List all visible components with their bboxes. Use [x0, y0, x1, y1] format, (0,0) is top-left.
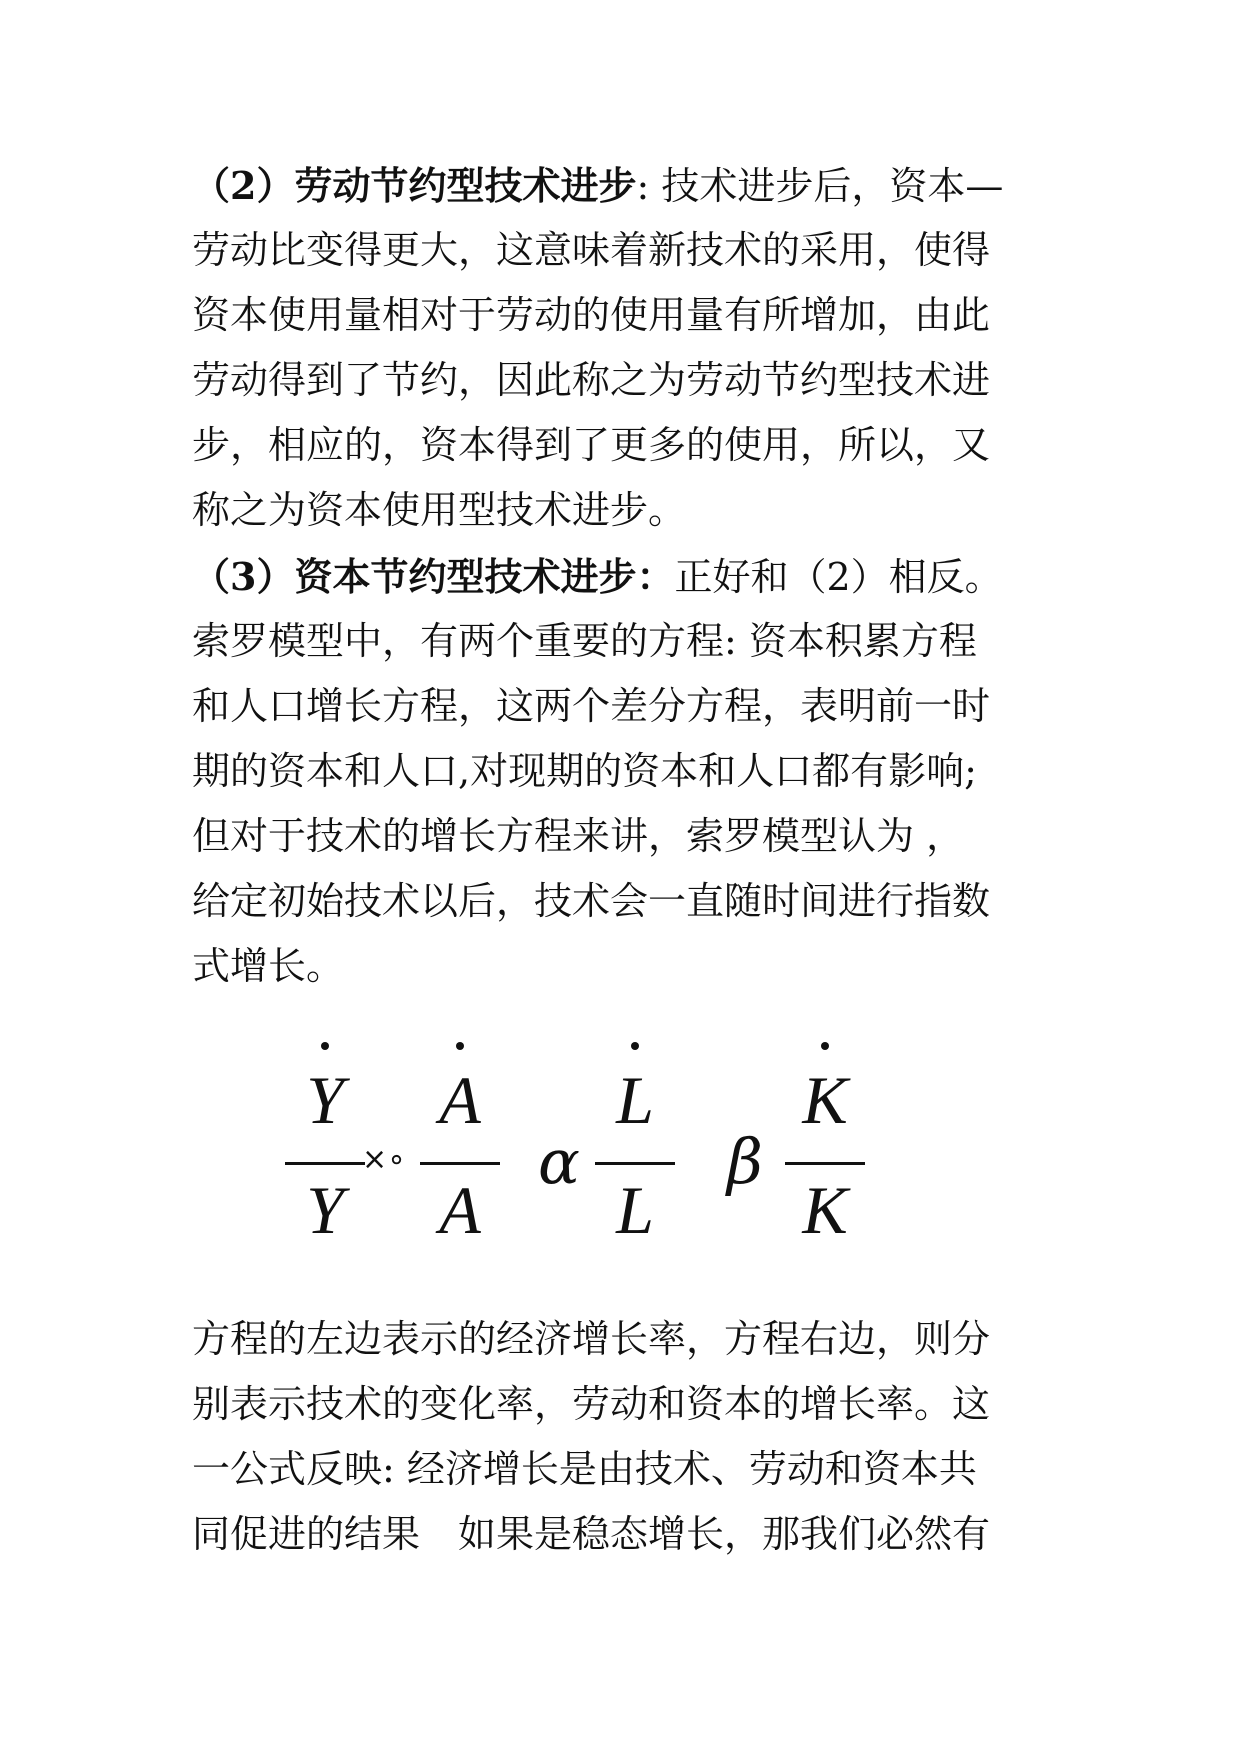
- text-line: [192, 153, 1072, 218]
- growth-equation: [260, 1030, 900, 1270]
- line-text: 称之为资本使用型技术进步。: [192, 488, 687, 532]
- text-line: [192, 934, 1072, 999]
- fraction-bar: [785, 1162, 864, 1165]
- dot-mark: [631, 1042, 639, 1050]
- numerator: L: [616, 1062, 654, 1138]
- line-text: 劳动比变得更大，这意味着新技术的采用，使得: [192, 228, 991, 272]
- line-text: 步，相应的，资本得到了更多的使用，所以，又: [192, 423, 991, 467]
- beta-symbol: β: [727, 1125, 763, 1198]
- line-text: 式增长。: [192, 944, 345, 988]
- line-text: 一公式反映: 经济增长是由技术、劳动和资本共: [192, 1447, 977, 1491]
- paragraph-capital-saving: [192, 544, 1072, 999]
- line-text: 同促进的结果 如果是稳态增长，那我们必然有: [192, 1512, 991, 1556]
- line-text: 给定初始技术以后，技术会一直随时间进行指数: [192, 879, 991, 923]
- line-text: 正好和（2）相反。: [674, 555, 1003, 599]
- text-line: [192, 348, 1072, 413]
- fraction-k: [780, 1030, 870, 1270]
- line-text: 期的资本和人口,对现期的资本和人口都有影响;: [192, 749, 977, 793]
- fraction-bar: [420, 1162, 499, 1165]
- text-line: [192, 1307, 1072, 1372]
- paragraph-labor-saving: [192, 153, 1072, 543]
- text-line: [192, 283, 1072, 348]
- text-line: [192, 1437, 1072, 1502]
- text-line: [192, 674, 1072, 739]
- text-line: [192, 1372, 1072, 1437]
- line-text: 别表示技术的变化率，劳动和资本的增长率。这: [192, 1382, 991, 1426]
- line-text: 方程的左边表示的经济增长率，方程右边，则分: [192, 1317, 991, 1361]
- line-text: 资本使用量相对于劳动的使用量有所增加，由此: [192, 293, 991, 337]
- denominator: A: [439, 1172, 481, 1248]
- line-text: 和人口增长方程，这两个差分方程，表明前一时: [192, 684, 991, 728]
- fraction-bar: [285, 1162, 364, 1165]
- dot-mark: [821, 1042, 829, 1050]
- text-line: [192, 804, 1072, 869]
- line-text: 索罗模型中，有两个重要的方程: 资本积累方程: [192, 619, 977, 663]
- fraction-bar: [595, 1162, 674, 1165]
- text-line: [192, 869, 1072, 934]
- fraction-y: [280, 1030, 370, 1270]
- text-line: [192, 609, 1072, 674]
- line-text: : 技术进步后，资本—: [636, 164, 1004, 208]
- dot-mark: [456, 1042, 464, 1050]
- numerator: K: [802, 1062, 848, 1138]
- denominator: L: [616, 1172, 654, 1248]
- paragraph-explanation: [192, 1307, 1072, 1567]
- dot-mark: [321, 1042, 329, 1050]
- text-line: [192, 739, 1072, 804]
- text-line: [192, 544, 1072, 609]
- line-text: 但对于技术的增长方程来讲，索罗模型认为 ，: [192, 814, 965, 858]
- text-line: [192, 478, 1072, 543]
- fraction-a: [415, 1030, 505, 1270]
- text-line: [192, 218, 1072, 283]
- text-line: [192, 1502, 1072, 1567]
- denominator: Y: [306, 1172, 344, 1248]
- fraction-l: [590, 1030, 680, 1270]
- numerator: Y: [306, 1062, 344, 1138]
- denominator: K: [802, 1172, 848, 1248]
- operator-symbol: ×∘: [362, 1142, 406, 1177]
- heading-labor-saving: （2）劳动节约型技术进步: [192, 163, 637, 208]
- text-line: [192, 413, 1072, 478]
- heading-capital-saving: （3）资本节约型技术进步：: [192, 554, 675, 599]
- alpha-symbol: α: [538, 1125, 580, 1198]
- numerator: A: [439, 1062, 481, 1138]
- line-text: 劳动得到了节约，因此称之为劳动节约型技术进: [192, 358, 991, 402]
